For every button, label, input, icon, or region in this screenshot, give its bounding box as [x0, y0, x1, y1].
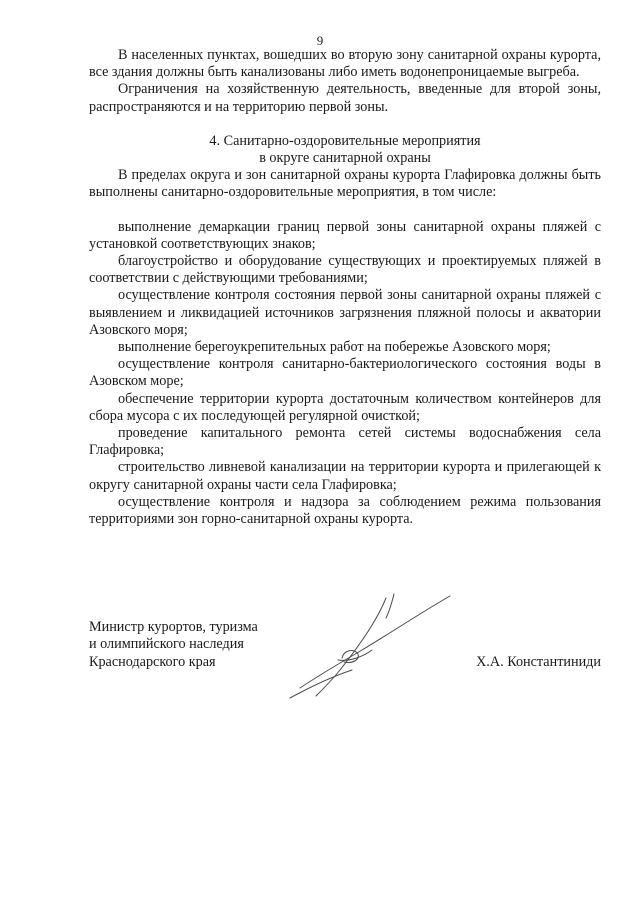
signatory-name: Х.А. Константиниди	[476, 654, 601, 670]
paragraph-sewerage: В населенных пунктах, вошедших во вторую зону санитарной охраны курорта, все здания должны быть канализованы либо иметь водонепроницаемые выгреба.	[89, 47, 601, 81]
signatory-position-line1: Министр курортов, туризма	[89, 619, 258, 635]
measure-item: строительство ливневой канализации на территории курорта и прилегающей к округу санитарной охраны части села Глафировка;	[89, 459, 601, 493]
measure-item: выполнение демаркации границ первой зоны санитарной охраны пляжей с установкой соответствующих знаков;	[89, 218, 601, 252]
section-heading-line1: 4. Санитарно-оздоровительные мероприятия	[209, 132, 481, 149]
handwritten-signature	[282, 590, 457, 705]
section-heading	[89, 133, 601, 167]
signatory-position-line2: и олимпийского наследия	[89, 636, 244, 653]
signatory-position-line3: Краснодарского края	[89, 653, 216, 670]
measure-item: осуществление контроля и надзора за соблюдением режима пользования территориями зон горно-санитарной охраны курорта.	[89, 493, 601, 528]
measures-list	[89, 219, 601, 529]
measure-item: осуществление контроля состояния первой зоны санитарной охраны пляжей с выявлением и ликвидацией источников загрязнения пляжной полосы и акватории Азовского моря;	[89, 287, 601, 338]
measure-item: выполнение берегоукрепительных работ на побережье Азовского моря;	[118, 339, 551, 356]
page-number: 9	[316, 33, 324, 48]
paragraph-restrictions: Ограничения на хозяйственную деятельность, введенные для второй зоны, распространяются и на территорию первой зоны.	[89, 81, 601, 115]
measure-item: обеспечение территории курорта достаточным количеством контейнеров для сбора мусора с их последующей регулярной очисткой;	[89, 390, 601, 424]
measure-item: осуществление контроля санитарно-бактериологического состояния воды в Азовском море;	[89, 356, 601, 390]
measure-item: проведение капитального ремонта сетей системы водоснабжения села Глафировка;	[89, 425, 601, 459]
document-body	[89, 47, 601, 528]
measure-item: благоустройство и оборудование существующих и проектируемых пляжей в соответствии с действующими требованиями;	[89, 253, 601, 287]
section-heading-line2: в округе санитарной охраны	[259, 150, 431, 167]
intro-paragraph: В пределах округа и зон санитарной охраны курорта Глафировка должны быть выполнены санитарно-оздоровительные мероприятия, в том числе:	[89, 167, 601, 201]
signatory-position	[89, 619, 258, 671]
top-paragraphs	[89, 47, 601, 116]
